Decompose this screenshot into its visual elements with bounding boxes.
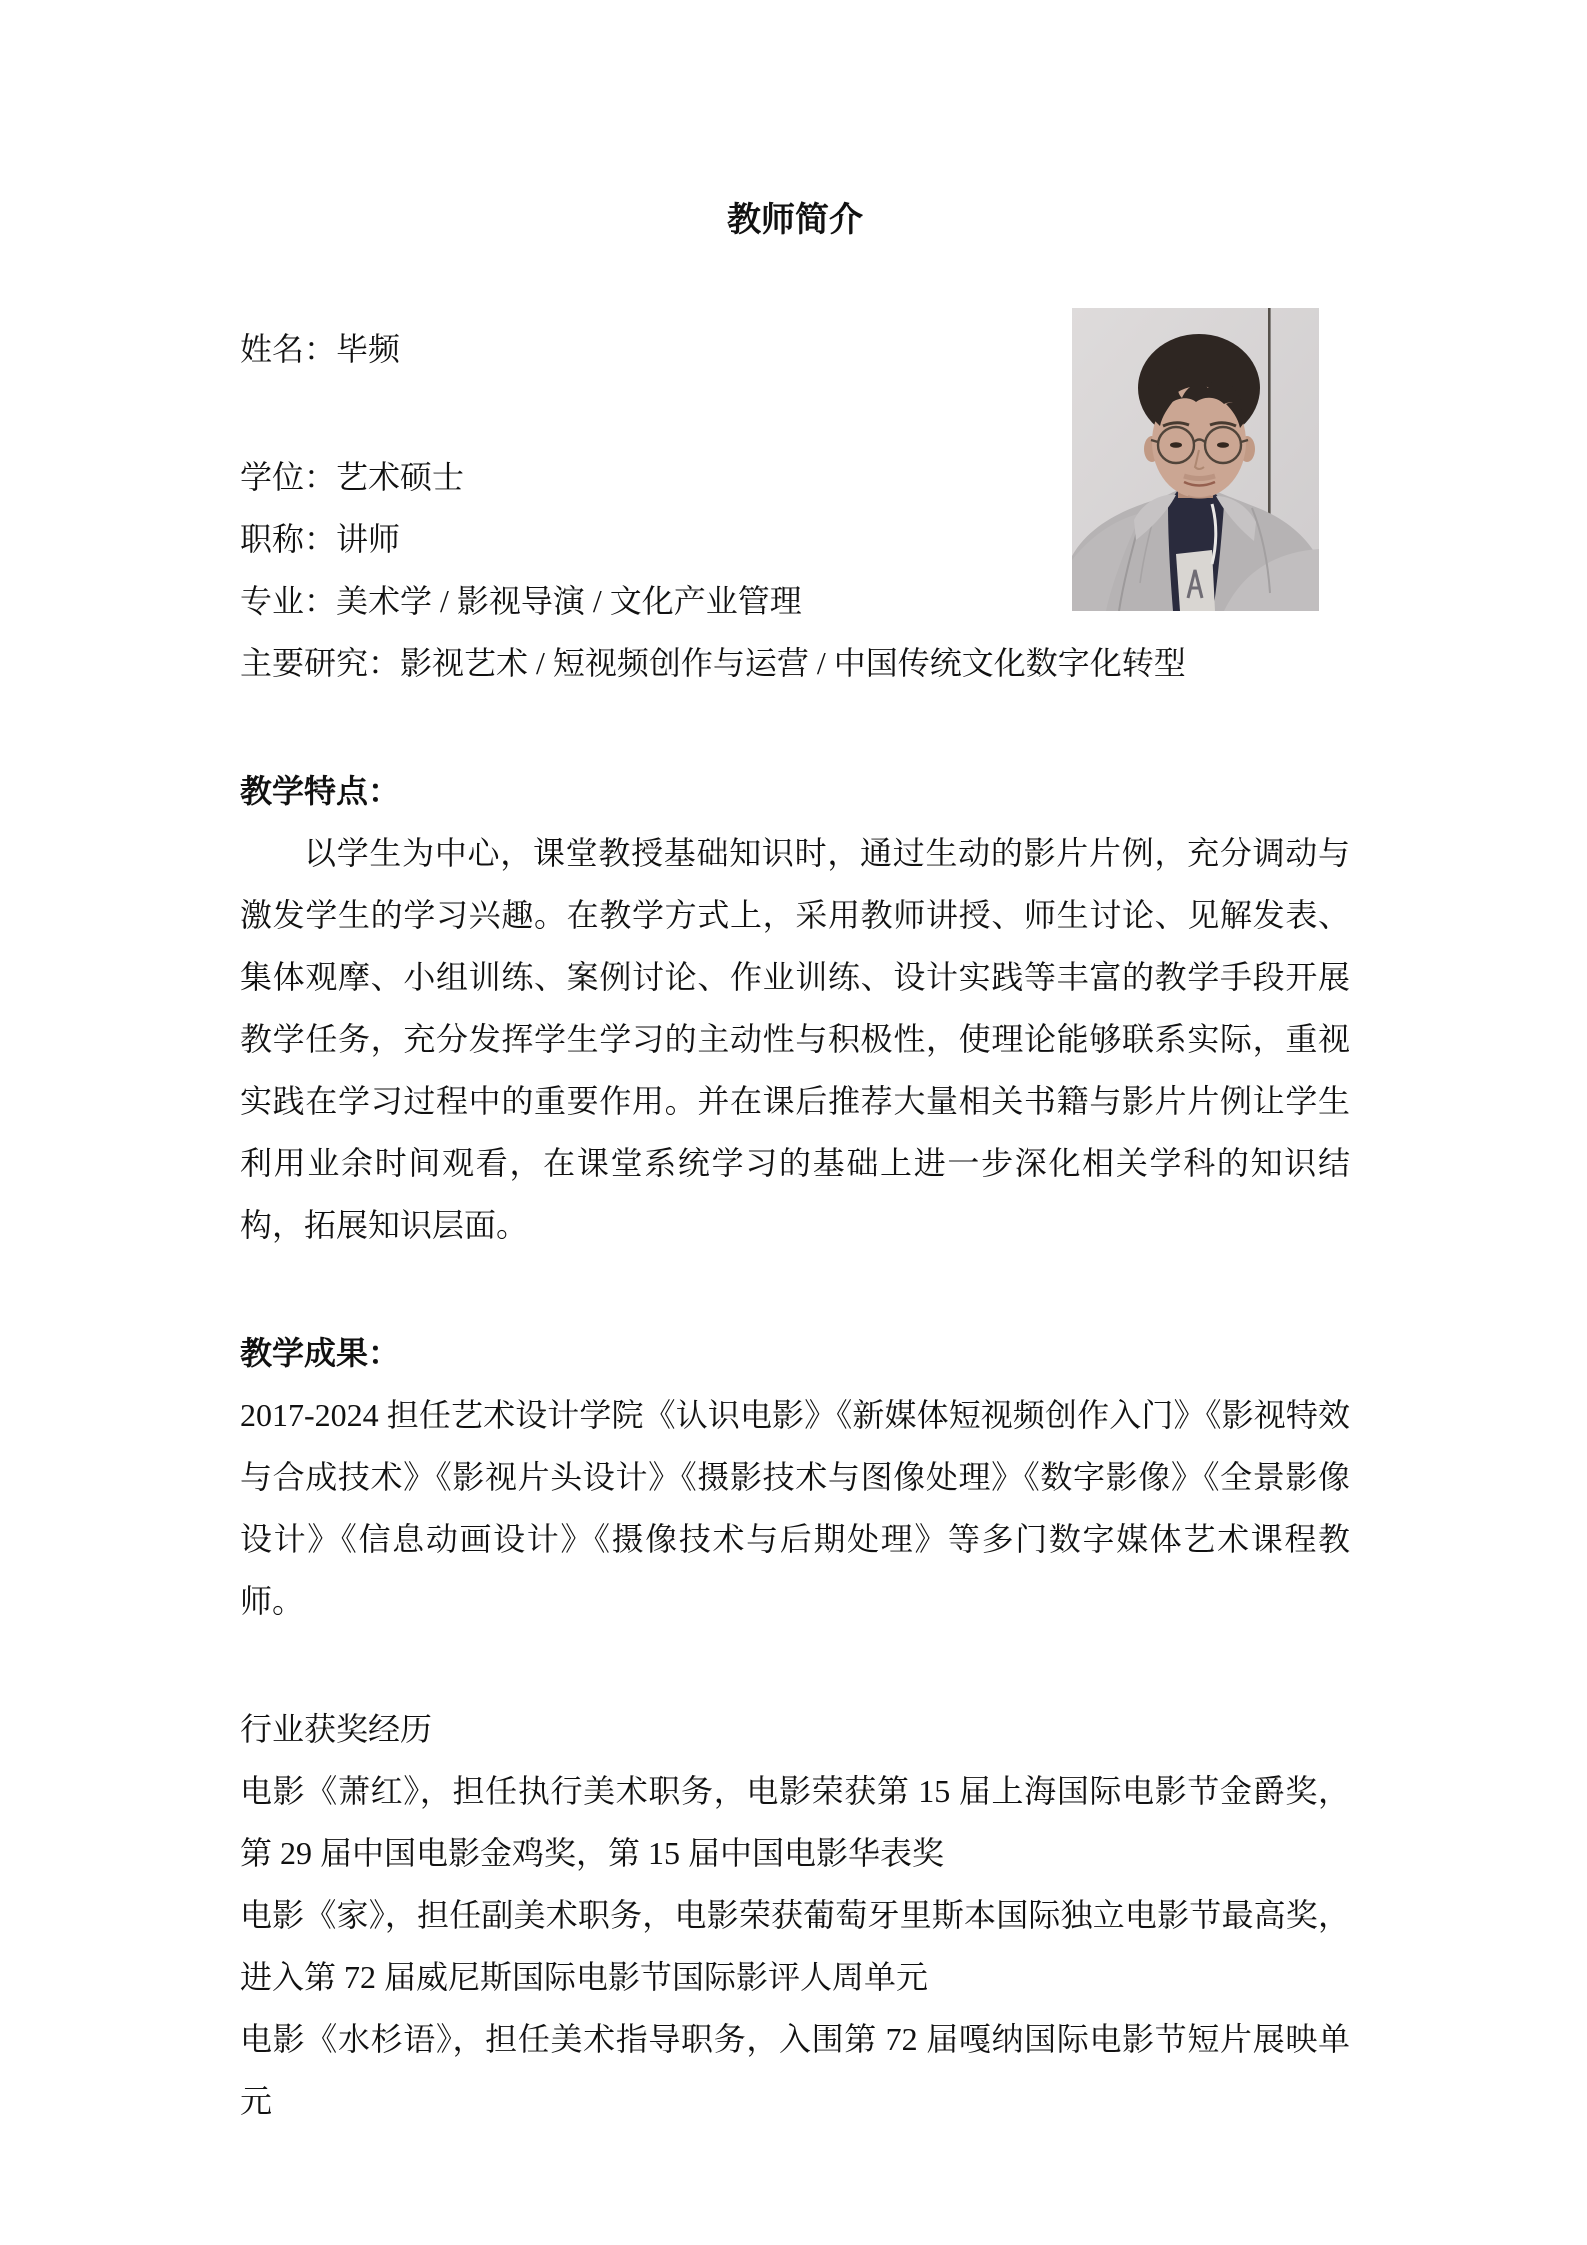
section-teaching-achievements	[240, 1322, 1350, 1632]
field-value: 讲师	[336, 521, 401, 557]
eye-right	[1217, 442, 1229, 448]
teaching-achievements-paragraph: 2017-2024 担任艺术设计学院《认识电影》《新媒体短视频创作入门》《影视特效与合成技术》《影视片头设计》《摄影技术与图像处理》《数字影像》《全景影像设计》《信息动画设计》《摄像技术与后期处理》等多门数字媒体艺术课程教师。	[240, 1397, 1350, 1619]
field-value: 艺术硕士	[336, 459, 465, 495]
tee-print-patch	[1176, 550, 1215, 611]
field-value: 美术学 / 影视导演 / 文化产业管理	[336, 583, 802, 619]
field-label: 主要研究：	[240, 645, 401, 681]
teaching-achievements-heading: 教学成果：	[240, 1335, 401, 1371]
field-label: 专业：	[240, 583, 337, 619]
mustache	[1184, 476, 1215, 479]
field-value: 影视艺术 / 短视频创作与运营 / 中国传统文化数字化转型	[400, 645, 1186, 681]
section-industry-awards	[240, 1698, 1350, 2132]
teaching-features-heading: 教学特点：	[240, 773, 401, 809]
field-value: 毕频	[336, 331, 401, 367]
award-item: 电影《水杉语》，担任美术指导职务，入围第 72 届嘎纳国际电影节短片展映单元	[240, 2021, 1350, 2119]
field-label: 职称：	[240, 521, 337, 557]
award-item: 电影《家》，担任副美术职务，电影荣获葡萄牙里斯本国际独立电影节最高奖，进入第 72 届威尼斯国际电影节国际影评人周单元	[240, 1897, 1350, 1995]
award-item: 电影《萧红》，担任执行美术职务，电影荣获第 15 届上海国际电影节金爵奖，第 29 届中国电影金鸡奖，第 15 届中国电影华表奖	[240, 1773, 1350, 1871]
teacher-portrait-photo	[1072, 308, 1319, 611]
teaching-features-paragraph: 以学生为中心，课堂教授基础知识时，通过生动的影片片例，充分调动与激发学生的学习兴趣。在教学方式上，采用教师讲授、师生讨论、见解发表、集体观摩、小组训练、案例讨论、作业训练、设计实践等丰富的教学手段开展教学任务，充分发挥学生学习的主动性与积极性，使理论能够联系实际，重视实践在学习过程中的重要作用。并在课后推荐大量相关书籍与影片片例让学生利用业余时间观看，在课堂系统学习的基础上进一步深化相关学科的知识结构，拓展知识层面。	[240, 835, 1350, 1243]
teacher-portrait-illustration	[1072, 308, 1319, 611]
field-label: 学位：	[240, 459, 337, 495]
field-label: 姓名：	[240, 331, 337, 367]
industry-awards-heading: 行业获奖经历	[240, 1711, 433, 1747]
field-row-research	[240, 632, 1350, 694]
section-teaching-features	[240, 760, 1350, 1256]
page-title: 教师简介	[727, 202, 863, 239]
eye-left	[1170, 442, 1182, 448]
